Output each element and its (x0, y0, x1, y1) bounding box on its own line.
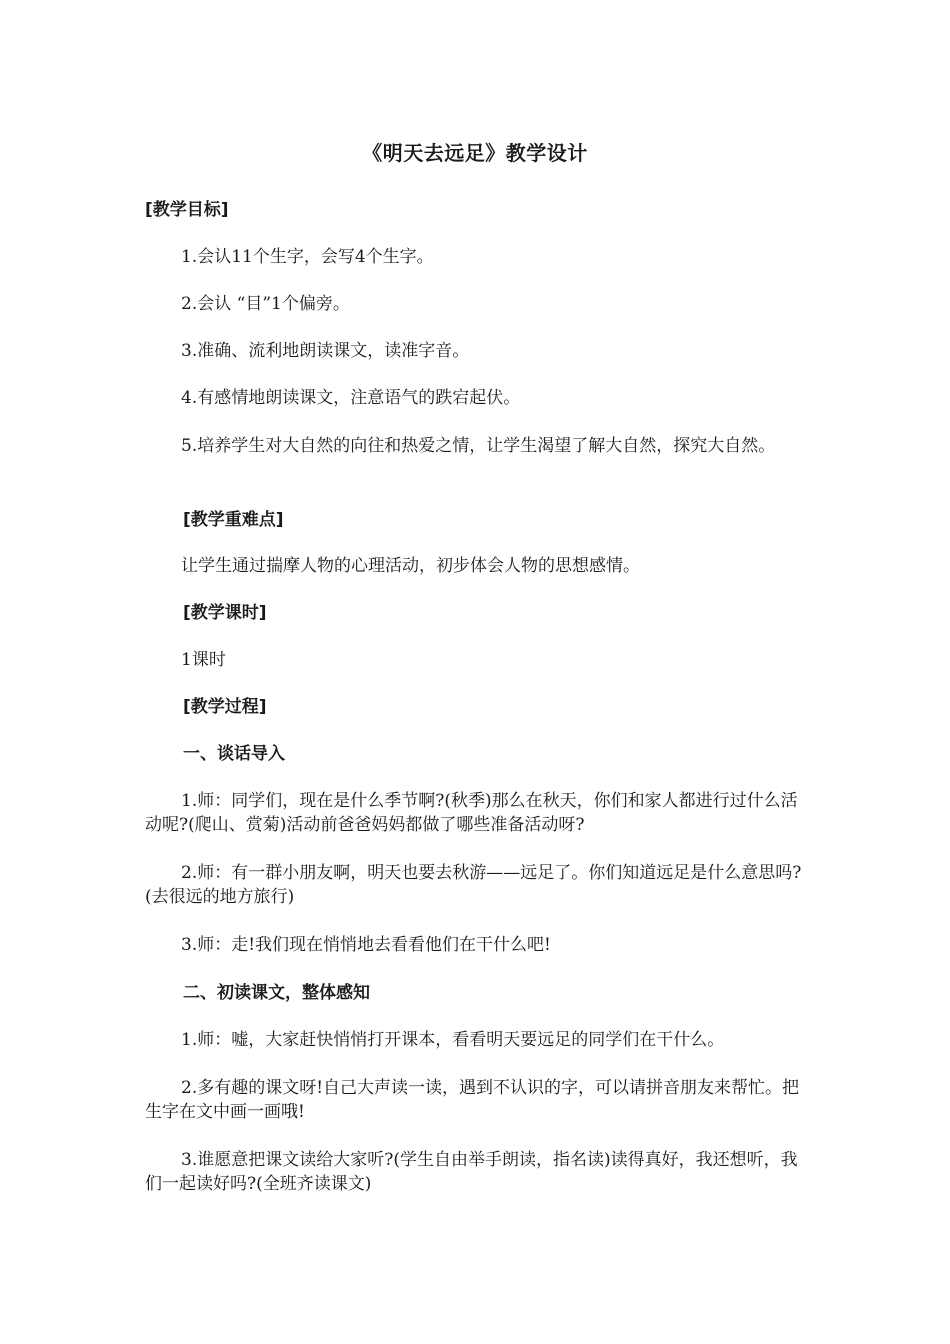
process-item: 1.师：同学们，现在是什么季节啊?(秋季)那么在秋天，你们和家人都进行过什么活动呢?(爬山、赏菊)活动前爸爸妈妈都做了哪些准备活动呀? (145, 791, 798, 835)
process-item: 1.师：嘘，大家赶快悄悄打开课本，看看明天要远足的同学们在干什么。 (181, 1030, 725, 1050)
hours-text: 1课时 (181, 650, 226, 670)
document-title: 《明天去远足》教学设计 (362, 141, 588, 165)
process-item: 2.多有趣的课文呀!自己大声读一读，遇到不认识的字，可以请拼音朋友来帮忙。把生字在文中画一画哦! (145, 1078, 800, 1122)
goal-item: 3.准确、流利地朗读课文，读准字音。 (181, 341, 470, 361)
section-heading: 二、初读课文，整体感知 (183, 983, 370, 1003)
process-item: 2.师：有一群小朋友啊，明天也要去秋游——远足了。你们知道远足是什么意思吗?(去很远的地方旅行) (145, 863, 802, 907)
process-heading: [教学过程] (183, 697, 267, 717)
goal-item: 2.会认 “目”1个偏旁。 (181, 294, 350, 314)
goals-heading: [教学目标] (145, 200, 229, 220)
key-points-text: 让学生通过揣摩人物的心理活动，初步体会人物的思想感情。 (181, 556, 640, 576)
goal-item: 5.培养学生对大自然的向往和热爱之情，让学生渴望了解大自然，探究大自然。 (181, 436, 776, 456)
section-heading: 一、谈话导入 (183, 744, 285, 764)
goal-item: 1.会认11个生字，会写4个生字。 (181, 247, 434, 267)
key-points-heading: [教学重难点] (183, 510, 284, 530)
process-item: 3.谁愿意把课文读给大家听?(学生自由举手朗读，指名读)读得真好，我还想听，我们一起读好吗?(全班齐读课文) (145, 1150, 798, 1194)
process-item: 3.师：走!我们现在悄悄地去看看他们在干什么吧! (181, 935, 551, 955)
hours-heading: [教学课时] (183, 603, 267, 623)
goal-item: 4.有感情地朗读课文，注意语气的跌宕起伏。 (181, 388, 521, 408)
